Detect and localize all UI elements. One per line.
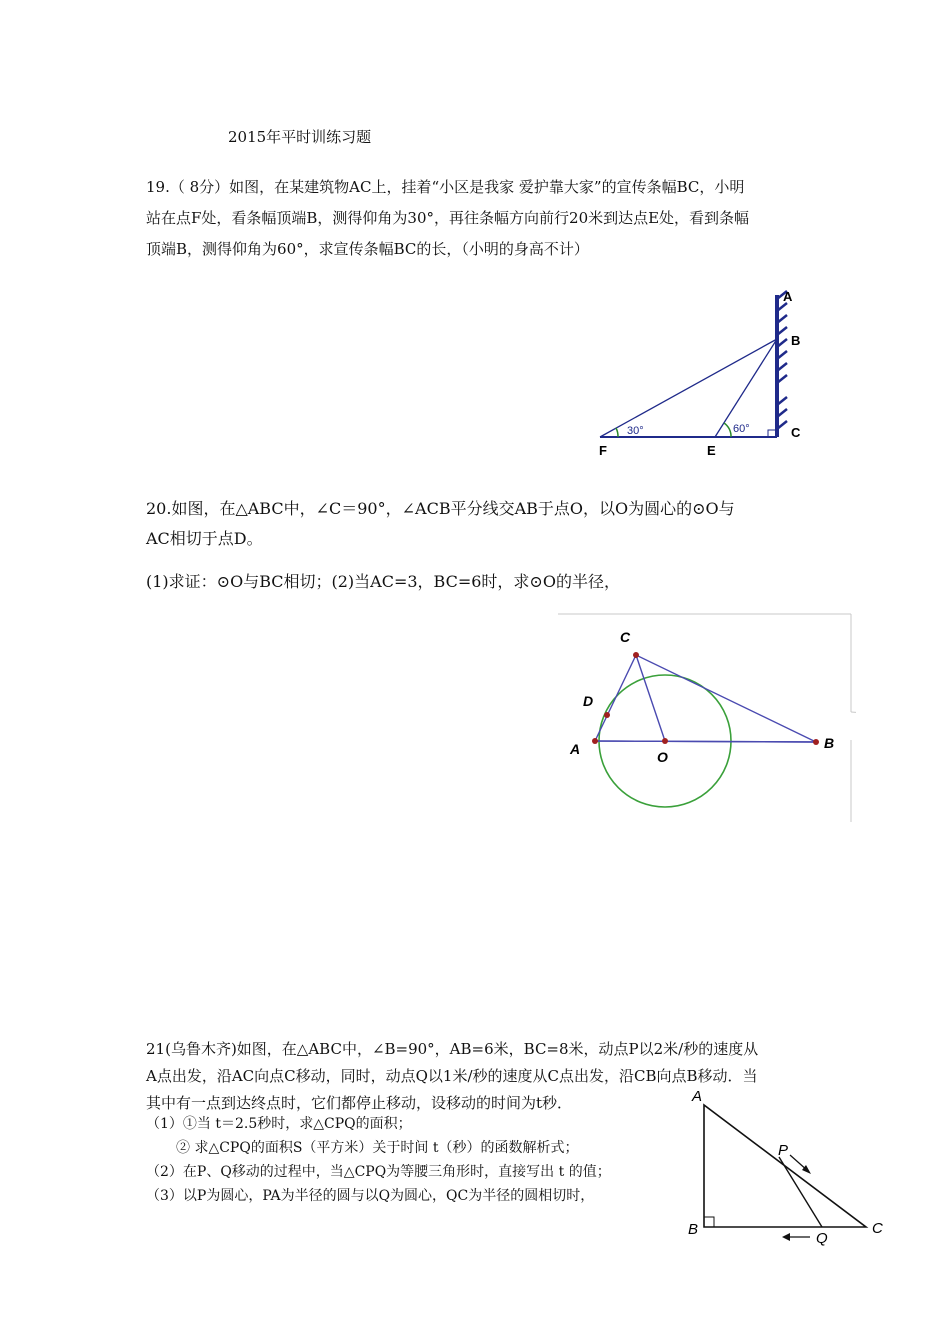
point-b-label: B — [688, 1221, 699, 1238]
document-title: 2015年平时训练习题 — [228, 128, 372, 146]
point-f-label: F — [599, 443, 607, 458]
point-c-label: C — [620, 629, 631, 645]
problem-20-figure — [556, 612, 856, 822]
point-a-label: A — [783, 289, 793, 304]
problem-21-question-1a: （1）①当 t＝2.5秒时，求△CPQ的面积； — [146, 1116, 412, 1132]
problem-20-questions: (1)求证：⊙O与BC相切；(2)当AC=3，BC=6时，求⊙O的半径， — [146, 572, 620, 591]
point-c-label: C — [791, 425, 801, 440]
problem-19-text — [146, 172, 816, 265]
point-p-label: P — [778, 1142, 789, 1159]
point-e-label: E — [707, 443, 716, 458]
problem-21-line-1: 21(乌鲁木齐)如图，在△ABC中，∠B=90°，AB=6米，BC=8米，动点P以2米/秒的速度从 — [146, 1040, 759, 1058]
problem-21-line-2: A点出发，沿AC向点C移动，同时，动点Q以1米/秒的速度从C点出发，沿CB向点B移动．当 — [146, 1067, 758, 1085]
point-c-label: C — [872, 1220, 883, 1237]
point-a-label: A — [570, 741, 581, 757]
problem-21-question-3: （3）以P为圆心，PA为半径的圆与以Q为圆心，QC为半径的圆相切时， — [146, 1188, 595, 1204]
point-d-label: D — [583, 693, 594, 709]
problem-20-line-1: 20.如图，在△ABC中，∠C＝90°，∠ACB平分线交AB于点O，以O为圆心的⊙O与 — [146, 499, 735, 518]
problem-20-line-2: AC相切于点D。 — [146, 529, 263, 548]
problem-20-text — [146, 494, 816, 554]
point-b-label: B — [791, 333, 801, 348]
problem-21-line-3: 其中有一点到达终点时，它们都停止移动，设移动的时间为t秒． — [146, 1094, 573, 1112]
problem-19-figure — [585, 285, 815, 460]
angle-30-label: 30° — [627, 425, 644, 437]
problem-21-question-2: （2）在P、Q移动的过程中，当△CPQ为等腰三角形时，直接写出 t 的值； — [146, 1164, 611, 1180]
point-b-label: B — [824, 735, 835, 751]
problem-19-line-2: 站在点F处，看条幅顶端B，测得仰角为30°，再往条幅方向前行20米到达点E处，看到条幅 — [146, 209, 750, 227]
angle-60-label: 60° — [733, 423, 750, 435]
problem-19-line-3: 顶端B，测得仰角为60°，求宣传条幅BC的长，（小明的身高不计） — [146, 240, 589, 258]
point-q-label: Q — [816, 1230, 828, 1247]
point-a-label: A — [692, 1088, 703, 1105]
problem-21-figure — [680, 1085, 895, 1250]
problem-21-question-1b: ② 求△CPQ的面积S（平方米）关于时间 t（秒）的函数解析式； — [176, 1140, 579, 1156]
point-o-label: O — [657, 749, 668, 765]
problem-19-line-1: 19.（ 8分）如图，在某建筑物AC上，挂着“小区是我家 爱护靠大家”的宣传条幅BC，小明 — [146, 178, 745, 196]
